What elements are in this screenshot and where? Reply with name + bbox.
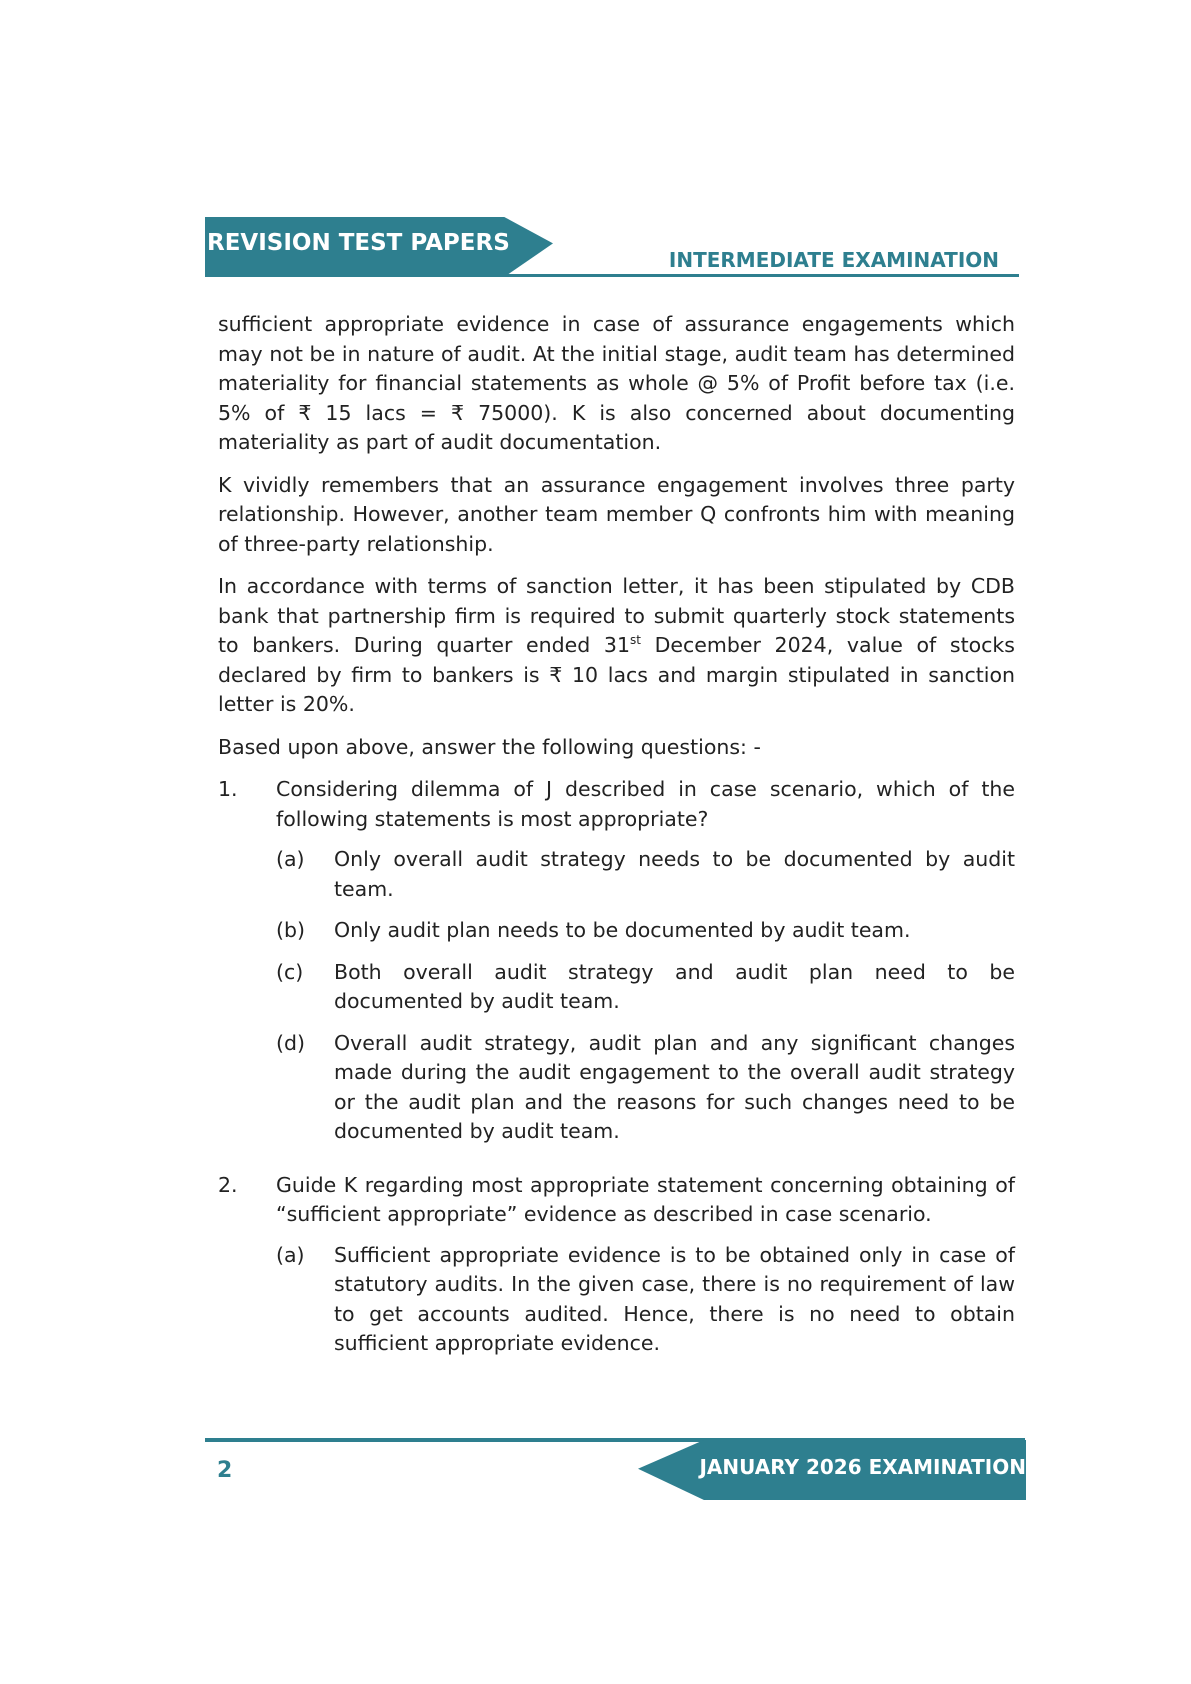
question-number: 1. [218,777,238,801]
option-label: (b) [276,918,306,942]
question-number: 2. [218,1172,238,1197]
option-text: Only audit plan needs to be documented by audit team. [334,918,911,942]
question-1 [218,775,1015,1159]
option-1b [276,916,1015,946]
option-1c [276,958,1015,1017]
page-content [218,310,1015,1383]
header-banner-title: REVISION TEST PAPERS [207,230,510,256]
page-number: 2 [217,1458,233,1483]
header-exam-title: INTERMEDIATE EXAMINATION [668,248,999,272]
footer-exam-title: JANUARY 2026 EXAMINATION [699,1455,1026,1479]
option-text: Both overall audit strategy and audit plan need to be documented by audit team. [334,959,1015,1013]
paragraph-2: K vividly remembers that an assurance engagement involves three party relationship. However, another team member Q confronts him with meaning of three-party relationship. [218,472,1015,556]
option-1a [276,845,1015,904]
option-text: Only overall audit strategy needs to be documented by audit team. [334,847,1015,901]
option-label: (c) [276,959,304,984]
option-1d [276,1029,1015,1147]
option-label: (a) [276,847,305,871]
paragraph-4: Based upon above, answer the following questions: - [218,734,761,759]
question-2 [218,1171,1015,1371]
header-divider [205,274,1019,277]
question-text: Considering dilemma of J described in case scenario, which of the following statements is most appropriate? [276,777,1015,831]
paragraph-3: In accordance with terms of sanction letter, it has been stipulated by CDB bank that partnership firm is required to submit quarterly stock statements to bankers. During quarter ended 31st December 2024, value of stocks declared by firm to bankers is ₹ 10 lacs and margin stipulated in sanction letter is 20%. [218,574,1015,716]
paragraph-1: sufficient appropriate evidence in case of assurance engagements which may not be in nature of audit. At the initial stage, audit team has determined materiality for financial statements as whole @ 5% of Profit before tax (i.e. 5% of ₹ 15 lacs = ₹ 75000). K is also concerned about documenting materiality as part of audit documentation. [218,312,1015,454]
option-text: Sufficient appropriate evidence is to be obtained only in case of statutory audits. In the given case, there is no requirement of law to get accounts audited. Hence, there is no need to obtain sufficient appropriate evidence. [334,1242,1015,1355]
option-label: (d) [276,1030,306,1055]
option-2a [276,1241,1015,1359]
option-label: (a) [276,1242,305,1267]
option-text: Overall audit strategy, audit plan and any significant changes made during the audit engagement to the overall audit strategy or the audit plan and the reasons for such changes need to be documented by audit team. [334,1030,1015,1143]
question-text: Guide K regarding most appropriate statement concerning obtaining of “sufficient appropriate” evidence as described in case scenario. [276,1172,1015,1226]
